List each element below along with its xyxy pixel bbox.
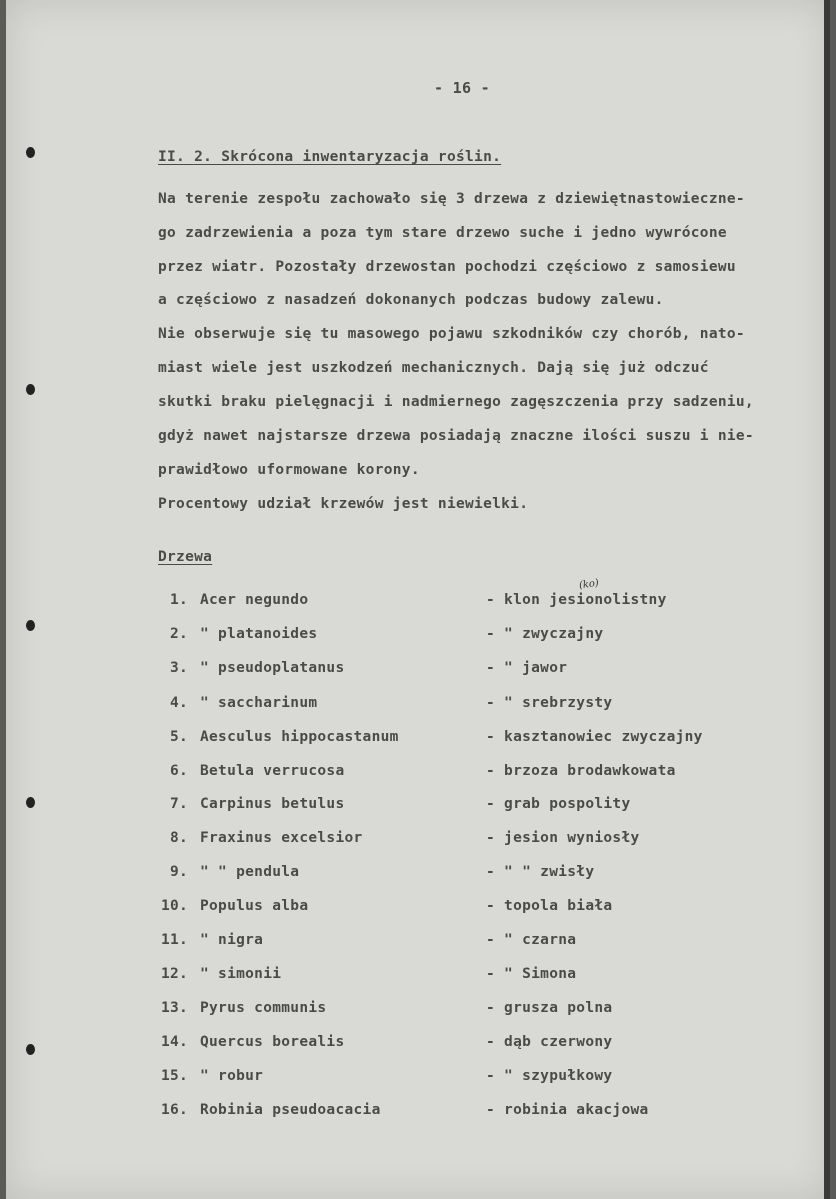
punch-hole bbox=[26, 620, 35, 631]
tree-number: 14. bbox=[161, 1034, 189, 1050]
punch-hole bbox=[26, 797, 35, 808]
tree-polish-name: - " jawor bbox=[486, 660, 568, 676]
tree-latin-name: Robinia pseudoacacia bbox=[200, 1102, 381, 1118]
paragraph-line: prawidłowo uformowane korony. bbox=[158, 462, 420, 478]
tree-polish-name: - kasztanowiec zwyczajny bbox=[486, 729, 703, 745]
tree-number: 15. bbox=[161, 1068, 189, 1084]
tree-latin-name: " platanoides bbox=[200, 626, 318, 642]
page-number: - 16 - bbox=[434, 79, 490, 97]
paragraph-line: Na terenie zespołu zachowało się 3 drzewa z dziewiętnastowieczne- bbox=[158, 191, 745, 207]
paragraph-line: gdyż nawet najstarsze drzewa posiadają znaczne ilości suszu i nie- bbox=[158, 428, 754, 444]
tree-polish-name: - " " zwisły bbox=[486, 864, 595, 880]
tree-number: 10. bbox=[161, 898, 189, 914]
tree-polish-name: - brzoza brodawkowata bbox=[486, 763, 676, 779]
paragraph-line: a częściowo z nasadzeń dokonanych podczas budowy zalewu. bbox=[158, 292, 664, 308]
tree-number: 5. bbox=[170, 729, 189, 745]
tree-latin-name: Betula verrucosa bbox=[200, 763, 345, 779]
tree-number: 3. bbox=[170, 660, 189, 676]
tree-number: 6. bbox=[170, 763, 189, 779]
tree-number: 1. bbox=[170, 592, 189, 608]
tree-latin-name: " robur bbox=[200, 1068, 264, 1084]
tree-number: 7. bbox=[170, 796, 189, 812]
handwritten-note: (ko) bbox=[578, 577, 600, 592]
punch-hole bbox=[26, 384, 35, 395]
scan-edge bbox=[824, 0, 830, 1199]
paragraph-line: skutki braku pielęgnacji i nadmiernego zagęszczenia przy sadzeniu, bbox=[158, 394, 754, 410]
tree-latin-name: Fraxinus excelsior bbox=[200, 830, 363, 846]
paragraph-line: Procentowy udział krzewów jest niewielki. bbox=[158, 496, 529, 512]
tree-number: 8. bbox=[170, 830, 189, 846]
tree-polish-name: - topola biała bbox=[486, 898, 613, 914]
tree-polish-name: - grusza polna bbox=[486, 1000, 613, 1016]
paragraph-line: Nie obserwuje się tu masowego pojawu szkodników czy chorób, nato- bbox=[158, 326, 745, 342]
punch-hole bbox=[26, 1044, 35, 1055]
tree-latin-name: " " pendula bbox=[200, 864, 300, 880]
tree-polish-name: - " czarna bbox=[486, 932, 577, 948]
tree-latin-name: Quercus borealis bbox=[200, 1034, 345, 1050]
tree-latin-name: " nigra bbox=[200, 932, 264, 948]
paragraph-line: miast wiele jest uszkodzeń mechanicznych. Dają się już odczuć bbox=[158, 360, 709, 376]
tree-latin-name: Pyrus communis bbox=[200, 1000, 327, 1016]
tree-latin-name: Acer negundo bbox=[200, 592, 309, 608]
tree-latin-name: Carpinus betulus bbox=[200, 796, 345, 812]
tree-number: 9. bbox=[170, 864, 189, 880]
section-title: Drzewa bbox=[158, 549, 213, 565]
tree-polish-name: - " szypułkowy bbox=[486, 1068, 613, 1084]
tree-latin-name: " saccharinum bbox=[200, 695, 318, 711]
document-page bbox=[6, 0, 830, 1199]
tree-polish-name: - " srebrzysty bbox=[486, 695, 613, 711]
tree-latin-name: Aesculus hippocastanum bbox=[200, 729, 399, 745]
tree-number: 4. bbox=[170, 695, 189, 711]
tree-latin-name: " simonii bbox=[200, 966, 282, 982]
tree-number: 11. bbox=[161, 932, 189, 948]
section-heading: II. 2. Skrócona inwentaryzacja roślin. bbox=[158, 149, 502, 165]
punch-hole bbox=[26, 147, 35, 158]
tree-polish-name: - " zwyczajny bbox=[486, 626, 604, 642]
paragraph-line: przez wiatr. Pozostały drzewostan pochodzi częściowo z samosiewu bbox=[158, 259, 736, 275]
tree-number: 12. bbox=[161, 966, 189, 982]
tree-latin-name: " pseudoplatanus bbox=[200, 660, 345, 676]
tree-polish-name: - robinia akacjowa bbox=[486, 1102, 649, 1118]
tree-number: 16. bbox=[161, 1102, 189, 1118]
tree-polish-name: - grab pospolity bbox=[486, 796, 631, 812]
tree-polish-name: - klon jesionolistny bbox=[486, 592, 667, 608]
tree-latin-name: Populus alba bbox=[200, 898, 309, 914]
tree-number: 13. bbox=[161, 1000, 189, 1016]
tree-polish-name: - " Simona bbox=[486, 966, 577, 982]
tree-polish-name: - jesion wyniosły bbox=[486, 830, 640, 846]
tree-polish-name: - dąb czerwony bbox=[486, 1034, 613, 1050]
tree-number: 2. bbox=[170, 626, 189, 642]
paragraph-line: go zadrzewienia a poza tym stare drzewo suche i jedno wywrócone bbox=[158, 225, 727, 241]
